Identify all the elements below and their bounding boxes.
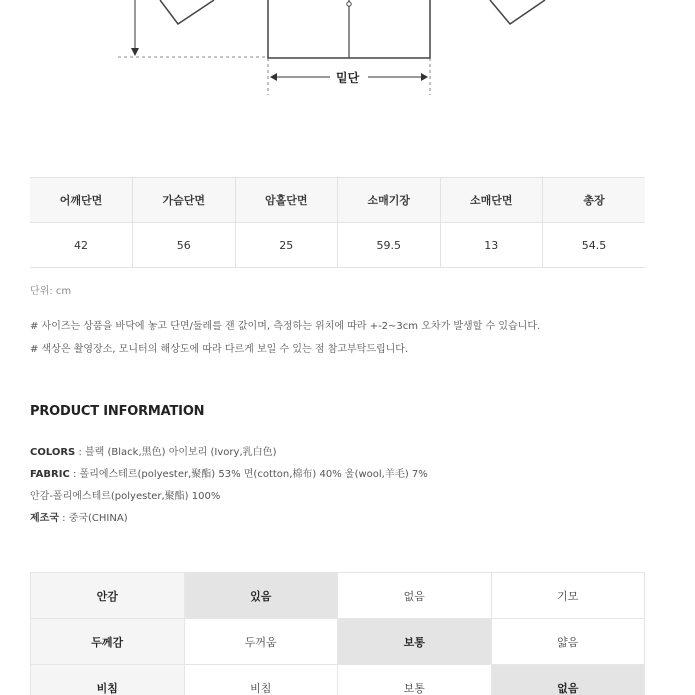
header-total-length: 총장 bbox=[543, 178, 646, 223]
attribute-row-lining bbox=[31, 573, 645, 619]
origin-line bbox=[30, 509, 128, 524]
colors-value: : 블랙 (Black,黑色) 아이보리 (Ivory,乳白色) bbox=[75, 447, 277, 458]
value-total-length: 54.5 bbox=[543, 223, 646, 268]
attribute-head-lining: 안감 bbox=[31, 573, 185, 619]
fabric-label: FABRIC bbox=[30, 469, 70, 480]
header-shoulder: 어깨단면 bbox=[30, 178, 133, 223]
value-shoulder: 42 bbox=[30, 223, 133, 268]
color-note: # 색상은 촬영장소, 모니터의 해상도에 따라 다르게 보일 수 있는 점 참고부탁드립니다. bbox=[30, 344, 409, 355]
value-sleeve-length: 59.5 bbox=[338, 223, 441, 268]
value-sleeve-width: 13 bbox=[440, 223, 543, 268]
garment-illustration bbox=[0, 0, 695, 110]
origin-value: : 중국(CHINA) bbox=[58, 513, 128, 524]
size-table bbox=[30, 177, 645, 268]
attribute-row-thickness bbox=[31, 619, 645, 665]
size-note: # 사이즈는 상품을 바닥에 놓고 단면/둘레를 잰 값이며, 측정하는 위치에 따라 +-2~3cm 오차가 발생할 수 있습니다. bbox=[30, 321, 541, 332]
header-armhole: 암홀단면 bbox=[235, 178, 338, 223]
fabric-line bbox=[30, 465, 428, 480]
size-table-value-row bbox=[30, 223, 645, 268]
hem-label: 밑단 bbox=[336, 71, 360, 85]
size-diagram bbox=[0, 0, 695, 110]
option-lining-no: 없음 bbox=[338, 573, 492, 619]
attribute-head-sheerness: 비침 bbox=[31, 665, 185, 695]
option-thickness-thin: 얇음 bbox=[491, 619, 645, 665]
option-lining-yes: 있음 bbox=[184, 573, 338, 619]
option-sheerness-sheer: 비침 bbox=[184, 665, 338, 695]
header-chest: 가슴단면 bbox=[133, 178, 236, 223]
attribute-row-sheerness bbox=[31, 665, 645, 695]
option-thickness-thick: 두꺼움 bbox=[184, 619, 338, 665]
lining-line: 안감-폴리에스테르(polyester,聚酯) 100% bbox=[30, 491, 221, 502]
option-sheerness-normal: 보통 bbox=[338, 665, 492, 695]
header-sleeve-width: 소매단면 bbox=[440, 178, 543, 223]
value-chest: 56 bbox=[133, 223, 236, 268]
fabric-value: : 폴리에스테르(polyester,聚酯) 53% 면(cotton,棉布) 40% 울(wool,羊毛) 7% bbox=[69, 469, 428, 480]
value-armhole: 25 bbox=[235, 223, 338, 268]
colors-label: COLORS bbox=[30, 447, 76, 458]
product-info-title: PRODUCT INFORMATION bbox=[30, 404, 205, 419]
colors-line bbox=[30, 443, 277, 458]
attribute-table bbox=[30, 572, 645, 695]
size-table-header-row bbox=[30, 178, 645, 223]
option-lining-brushed: 기모 bbox=[491, 573, 645, 619]
option-sheerness-none: 없음 bbox=[491, 665, 645, 695]
header-sleeve-length: 소매기장 bbox=[338, 178, 441, 223]
origin-label: 제조국 bbox=[30, 513, 59, 524]
option-thickness-normal: 보통 bbox=[338, 619, 492, 665]
attribute-head-thickness: 두께감 bbox=[31, 619, 185, 665]
unit-label: 단위: cm bbox=[30, 286, 72, 297]
